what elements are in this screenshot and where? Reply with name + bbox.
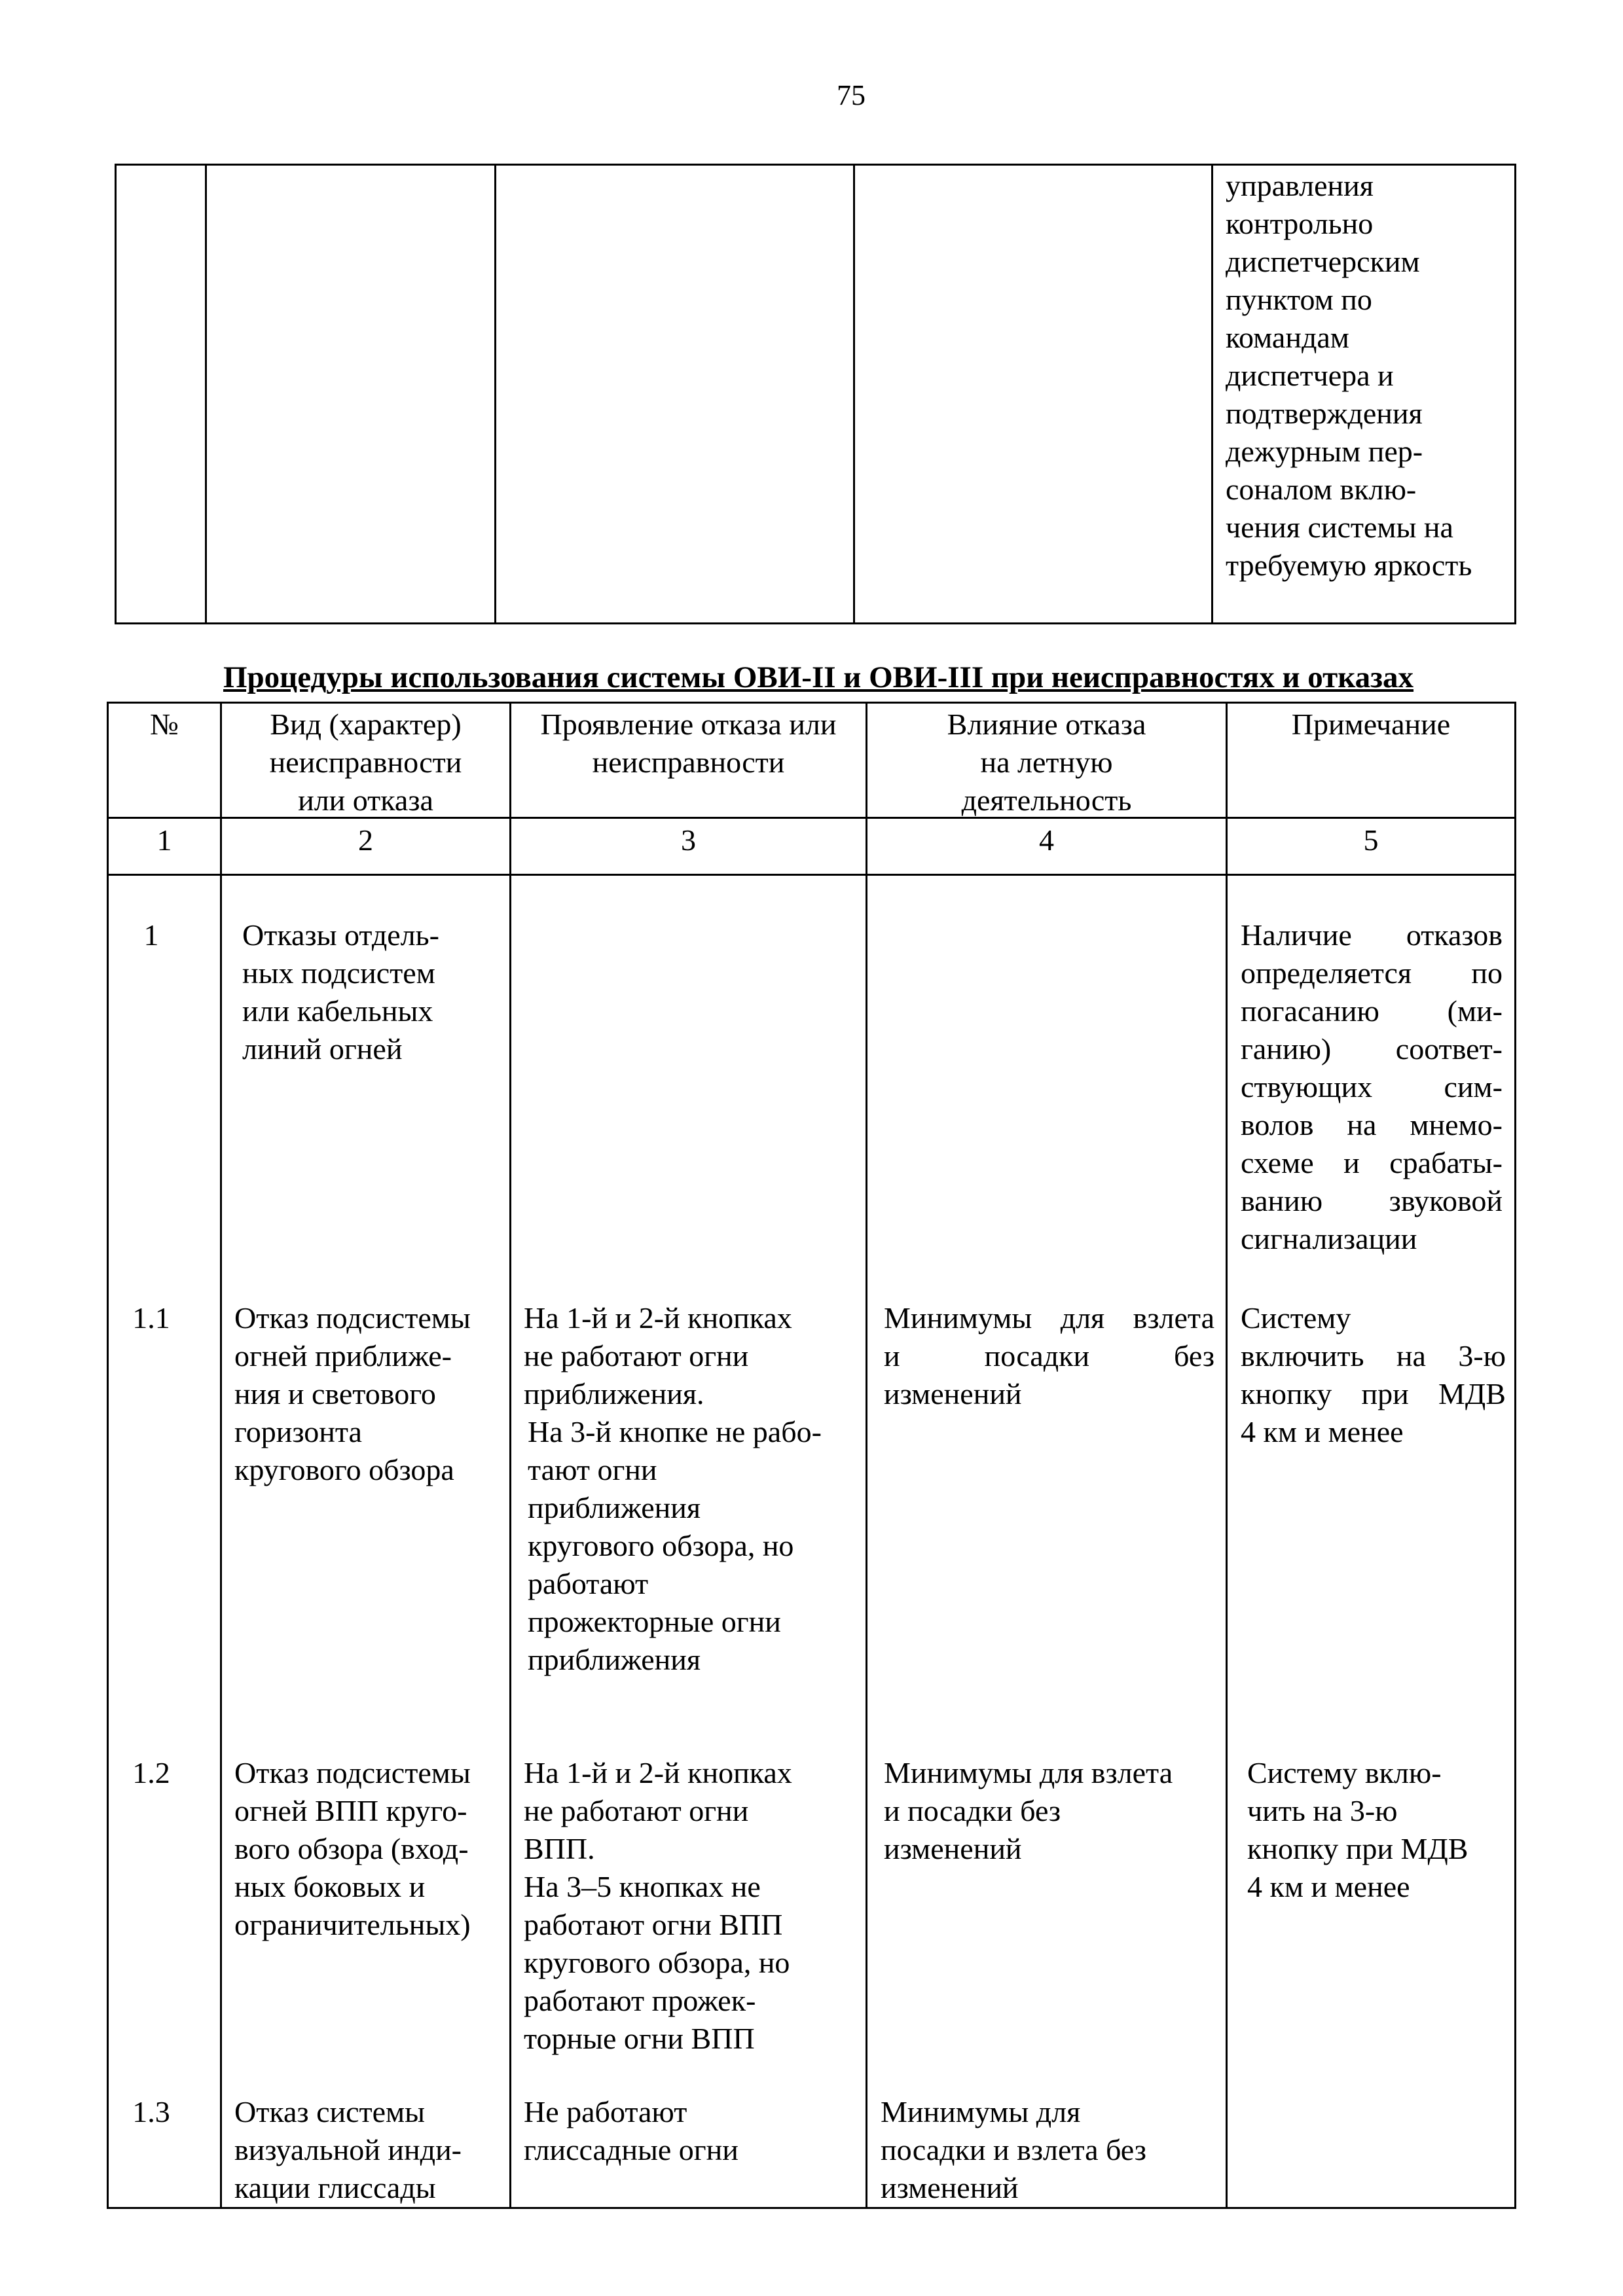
header-kind: Вид (характер) неисправности или отказа bbox=[269, 708, 462, 817]
flight-impact: Минимумы для посадки и взлета без изменений bbox=[881, 2095, 1146, 2204]
note-continuation: управления контрольно диспетчерским пунктом по командам диспетчера и подтверждения дежурным пер- соналом вклю- чения системы на требуемую яркость bbox=[1226, 169, 1472, 582]
header-impact: Влияние отказа на летную деятельность bbox=[947, 708, 1146, 817]
header-divider bbox=[107, 874, 1516, 876]
column-divider bbox=[1514, 702, 1516, 2209]
column-number: 3 bbox=[681, 823, 696, 857]
table-border bbox=[107, 2207, 1516, 2209]
note-text: Систему вклю- чить на 3-ю кнопку при МДВ 4 км и менее bbox=[1247, 1756, 1468, 1903]
failure-manifestation: Не работают глиссадные огни bbox=[524, 2095, 739, 2166]
column-divider bbox=[1226, 702, 1228, 2209]
column-divider bbox=[853, 164, 855, 624]
column-divider bbox=[115, 164, 117, 624]
column-number: 2 bbox=[358, 823, 373, 857]
column-number: 4 bbox=[1039, 823, 1054, 857]
failure-manifestation: На 1-й и 2-й кнопках не работают огни ВПП. На 3–5 кнопках не работают огни ВПП кругового обзора, но работают прожек- торные огни ВПП bbox=[524, 1756, 792, 2055]
row-number: 1.3 bbox=[132, 2095, 170, 2128]
row-number: 1.1 bbox=[132, 1301, 170, 1335]
failure-manifestation: На 1-й и 2-й кнопках не работают огни приближения. На 3-й кнопке не рабо- тают огни приближения кругового обзора, но работают прожекторные огни приближения bbox=[524, 1301, 822, 1676]
column-number: 5 bbox=[1363, 823, 1379, 857]
column-number: 1 bbox=[156, 823, 172, 857]
failure-kind: Отказ системы визуальной инди- кации глиссады bbox=[234, 2095, 462, 2204]
column-divider bbox=[866, 702, 867, 2209]
row-number: 1 bbox=[143, 918, 159, 952]
column-divider bbox=[509, 702, 511, 2209]
failure-kind: Отказ подсистемы огней ВПП круго- вого обзора (вход- ных боковых и ограничительных) bbox=[234, 1756, 471, 1941]
note-text: Наличие отказов определяется по погасанию (ми- ганию) соответ- ствующих сим- волов на мнемо- схеме и срабаты- ванию звуковой сигнализации bbox=[1241, 918, 1503, 1255]
column-divider bbox=[1211, 164, 1213, 624]
header-manifestation: Проявление отказа или неисправности bbox=[540, 708, 837, 779]
note-text: Систему включить на 3-ю кнопку при МДВ 4 км и менее bbox=[1241, 1301, 1506, 1448]
flight-impact: Минимумы для взлета и посадки без изменений bbox=[884, 1301, 1214, 1410]
column-divider bbox=[220, 702, 222, 2209]
page-number: 75 bbox=[837, 79, 866, 111]
row-number: 1.2 bbox=[132, 1756, 170, 1789]
table-border bbox=[115, 164, 1516, 166]
column-divider bbox=[1514, 164, 1516, 624]
failure-kind: Отказ подсистемы огней приближе- ния и светового горизонта кругового обзора bbox=[234, 1301, 471, 1486]
table-border bbox=[115, 622, 1516, 624]
flight-impact: Минимумы для взлета и посадки без изменений bbox=[884, 1756, 1173, 1865]
column-divider bbox=[205, 164, 207, 624]
failure-kind: Отказы отдель- ных подсистем или кабельных линий огней bbox=[242, 918, 439, 1066]
column-divider bbox=[494, 164, 496, 624]
header-note: Примечание bbox=[1291, 708, 1451, 741]
header-num: № bbox=[150, 708, 179, 741]
table-caption: Процедуры использования системы ОВИ-II и ОВИ-III при неисправностях и отказах bbox=[223, 660, 1414, 694]
table-border bbox=[107, 702, 1516, 704]
